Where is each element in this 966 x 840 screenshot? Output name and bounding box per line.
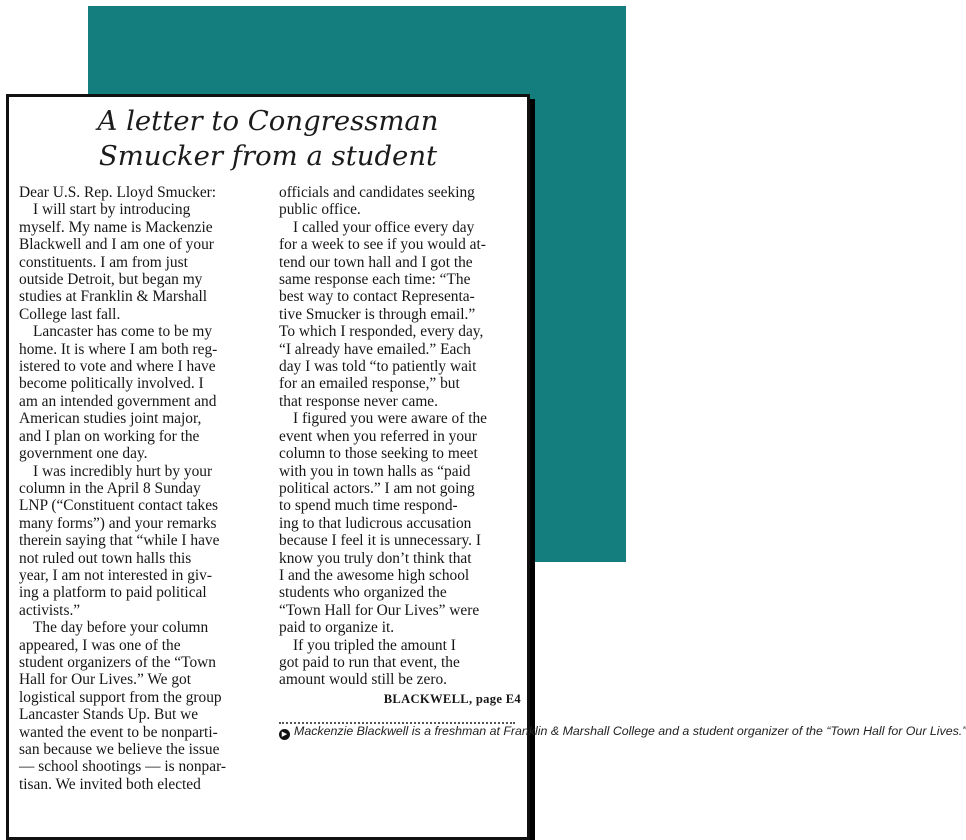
body-line: and I plan on working for the <box>19 427 200 445</box>
play-bullet-icon: ▶ <box>279 729 290 740</box>
headline-line-2: Smucker from a student <box>98 140 438 172</box>
headline-line-1: A letter to Congressman <box>97 105 439 137</box>
body-line: To which I responded, every day, <box>279 323 484 341</box>
body-line: Lancaster has come to be my <box>33 323 213 341</box>
body-line: event when you referred in your <box>279 427 477 445</box>
body-line: am an intended government and <box>19 392 217 410</box>
body-line: know you truly don’t think that <box>279 549 472 567</box>
body-line: for a week to see if you would at- <box>279 236 486 254</box>
body-line: Lancaster Stands Up. But we <box>19 706 199 724</box>
body-line: column to those seeking to meet <box>279 445 478 463</box>
body-line: — school shootings — is nonpar- <box>19 758 227 776</box>
body-line: Blackwell and I am one of your <box>19 236 214 254</box>
body-line: The day before your column <box>33 619 209 637</box>
body-line: students who organized the <box>279 584 447 602</box>
body-line: day I was told “to patiently wait <box>279 358 477 376</box>
body-line: with you in town halls as “paid <box>279 462 471 480</box>
body-line: because I feel it is unnecessary. I <box>279 532 481 550</box>
body-line: year, I am not interested in giv- <box>19 566 212 584</box>
body-line: If you tripled the amount I <box>293 636 456 654</box>
body-line: best way to contact Representa- <box>279 288 475 306</box>
body-line: many forms”) and your remarks <box>19 514 217 532</box>
column-left <box>19 184 261 793</box>
body-line: ing to that ludicrous accusation <box>279 514 472 532</box>
body-line: studies at Franklin & Marshall <box>19 288 208 306</box>
body-line: tend our town hall and I got the <box>279 253 473 271</box>
body-line: College last fall. <box>19 305 121 323</box>
article-card <box>6 94 966 840</box>
body-line: wanted the event to be nonparti- <box>19 723 218 741</box>
body-line: become politically involved. I <box>19 375 204 393</box>
body-line: amount would still be zero. <box>279 671 447 689</box>
body-line: activists.” <box>19 601 81 619</box>
body-line: constituents. I am from just <box>19 253 188 271</box>
body-line: student organizers of the “Town <box>19 653 216 671</box>
author-bio <box>279 724 966 740</box>
body-line: “I already have emailed.” Each <box>279 340 471 358</box>
column-right <box>279 184 966 740</box>
body-line: I was incredibly hurt by your <box>33 462 213 480</box>
body-line: I called your office every day <box>293 218 475 236</box>
column-right-text <box>279 184 521 689</box>
body-line: public office. <box>279 201 361 219</box>
body-line: government one day. <box>19 445 148 463</box>
body-line: logistical support from the group <box>19 688 222 706</box>
body-line: tive Smucker is through email.” <box>279 305 476 323</box>
body-line: that response never came. <box>279 392 438 410</box>
article-body <box>19 184 966 824</box>
body-line: I and the awesome high school <box>279 566 470 584</box>
body-line: therein saying that “while I have <box>19 532 220 550</box>
body-line: outside Detroit, but began my <box>19 271 203 289</box>
body-line: I figured you were aware of the <box>293 410 487 428</box>
body-line: not ruled out town halls this <box>19 549 192 567</box>
body-line: tisan. We invited both elected <box>19 775 201 793</box>
body-line: Dear U.S. Rep. Lloyd Smucker: <box>19 184 217 201</box>
body-line: san because we believe the issue <box>19 741 220 758</box>
body-line: American studies joint major, <box>19 410 202 428</box>
headline <box>9 97 527 174</box>
body-line: ing a platform to paid political <box>19 584 207 602</box>
body-line: I will start by introducing <box>33 201 191 219</box>
body-line: to spend much time respond- <box>279 497 458 515</box>
author-bio-text: Mackenzie Blackwell is a freshman at Franklin & Marshall College and a student organizer of the “Town Hall for Our Lives.” <box>294 724 966 739</box>
body-line: officials and candidates seeking <box>279 184 475 201</box>
body-line: appeared, I was one of the <box>19 636 181 654</box>
body-line: LNP (“Constituent contact takes <box>19 497 219 515</box>
body-line: istered to vote and where I have <box>19 358 216 376</box>
body-line: paid to organize it. <box>279 619 395 637</box>
body-line: myself. My name is Mackenzie <box>19 218 213 236</box>
body-line: column in the April 8 Sunday <box>19 479 201 497</box>
body-line: got paid to run that event, the <box>279 653 460 671</box>
body-line: Hall for Our Lives.” We got <box>19 671 192 689</box>
body-line: for an emailed response,” but <box>279 375 460 393</box>
body-line: same response each time: “The <box>279 271 471 289</box>
body-line: political actors.” I am not going <box>279 479 475 497</box>
jump-line: BLACKWELL, page E4 <box>383 691 521 706</box>
body-line: “Town Hall for Our Lives” were <box>279 601 480 619</box>
body-line: home. It is where I am both reg- <box>19 340 218 358</box>
